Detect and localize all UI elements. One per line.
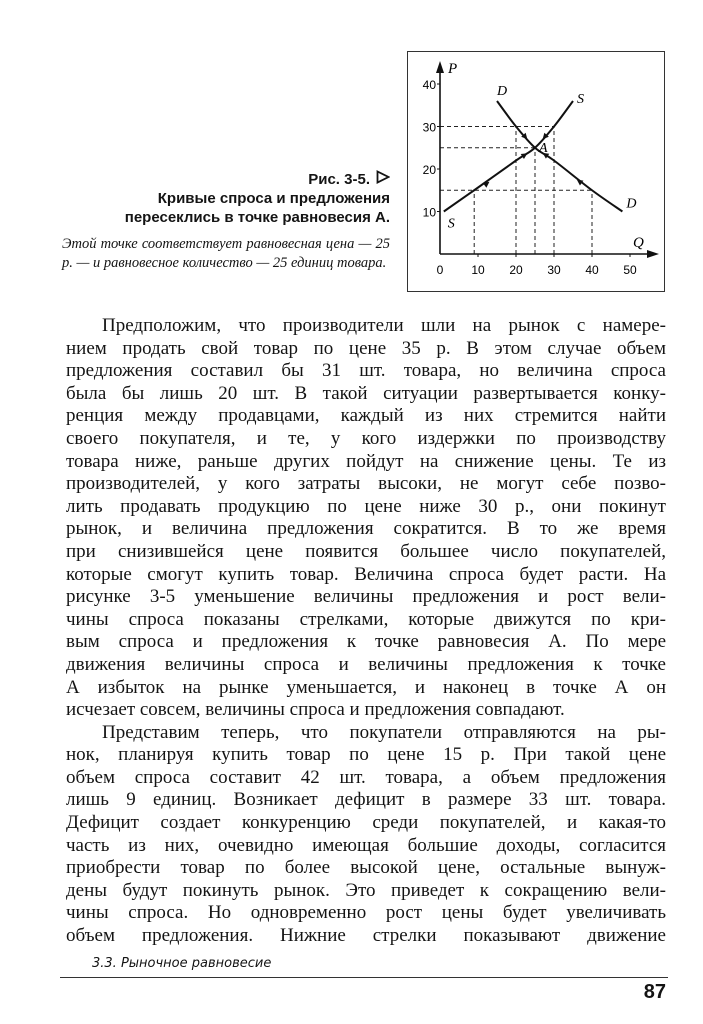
- figure-label: Рис. 3-5.: [62, 170, 390, 189]
- triangle-pointer-icon: [376, 170, 390, 189]
- curve-label-s: S: [447, 216, 455, 232]
- footer-divider: [60, 977, 668, 978]
- text-line: чины спроса. Но одновременно рост цены будет увеличивать: [66, 902, 666, 924]
- text-line: нием продать свой товар по цене 35 р. В этом случае объем: [66, 337, 666, 359]
- text-line: была бы лишь 20 шт. В такой ситуации развертывается конку-: [66, 382, 666, 404]
- equilibrium-label: A: [539, 140, 548, 156]
- x-tick-label: 20: [509, 263, 523, 277]
- x-tick-label: 0: [436, 263, 444, 277]
- paragraph-2: [66, 722, 666, 948]
- text-line: лить продавать продукцию по цене ниже 30 р., они покинут: [66, 495, 666, 517]
- text-line: нок, планируя купить товар по цене 15 р. При такой цене: [66, 744, 666, 766]
- text-line: приобрести товар по более высокой цене, остальные вынуж-: [66, 857, 666, 879]
- running-footer-section-title: 3.3. Рыночное равновесие: [92, 956, 272, 971]
- x-axis-label: Q: [633, 235, 644, 251]
- text-line: чины спроса показаны стрелками, которые движутся по кри-: [66, 608, 666, 630]
- x-tick-label: 10: [471, 263, 485, 277]
- text-line: Представим теперь, что покупатели отправляются на ры-: [102, 721, 666, 743]
- x-axis-arrow-icon: [647, 250, 659, 258]
- y-tick-label: 20: [422, 163, 436, 177]
- curve-label-d: D: [497, 84, 508, 99]
- y-axis-arrow-icon: [436, 61, 444, 73]
- text-line: предложения составил бы 31 шт. товара, но величина спроса: [66, 360, 666, 382]
- figure-description: Этой точке соответствует равновесная цена — 25 р. — и равновесное количество — 25 единиц товара.: [62, 236, 390, 271]
- text-line: А избыток на рынке уменьшается, и наконец в точке А он: [66, 676, 666, 698]
- text-line: своего покупателя, и те, у кого издержки по производству: [66, 427, 666, 449]
- text-line: дены будут покинуть рынок. Это приведет к сокращению вели-: [66, 879, 666, 901]
- text-line: часть из них, очевидно имеющая большие доходы, согласится: [66, 834, 666, 856]
- text-line: рынок, и величина предложения сократится. В то же время: [66, 518, 666, 540]
- text-line: которые смогут купить товар. Величина спроса будет расти. На: [66, 563, 666, 585]
- y-tick-label: 30: [422, 120, 436, 135]
- text-line: движения величины спроса и величины предложения к точке: [66, 653, 666, 675]
- text-line: рисунке 3-5 уменьшение величины предложения и рост вели-: [66, 586, 666, 608]
- y-tick-label: 40: [422, 78, 436, 92]
- text-line: исчезает совсем, величины спроса и предложения совпадают.: [66, 699, 565, 721]
- curve-label-s: S: [577, 92, 584, 107]
- text-line: товара ниже, раньше других пойдут на снижение цены. Те из: [66, 450, 666, 472]
- curve-label-d: D: [626, 196, 637, 212]
- supply-demand-chart: [407, 51, 665, 292]
- text-line: Предположим, что производители шли на рынок с намере-: [102, 315, 666, 336]
- x-tick-label: 50: [623, 263, 637, 277]
- x-tick-label: 30: [547, 263, 561, 277]
- figure-caption: [62, 170, 390, 273]
- paragraph-1: [66, 315, 666, 722]
- body-text: [66, 315, 666, 948]
- text-line: производителей, у кого затраты высоки, не могут себе позво-: [66, 473, 666, 495]
- y-tick-label: 10: [422, 205, 436, 220]
- text-line: при снизившейся цене появится большее число покупателей,: [66, 540, 666, 562]
- text-line: вым спроса и предложения к точке равновесия А. По мере: [66, 631, 666, 653]
- text-line: Дефицит создает конкуренцию среди покупателей, и какая-то: [66, 812, 666, 834]
- text-line: лишь 9 единиц. Возникает дефицит в размере 33 шт. товара.: [66, 789, 666, 811]
- text-line: ренция между продавцами, каждый из них стремится найти: [66, 405, 666, 427]
- x-tick-label: 40: [585, 263, 599, 277]
- page-number: 87: [643, 981, 666, 1003]
- text-line: объем спроса составит 42 шт. товара, а объем предложения: [66, 766, 666, 788]
- figure-title: Кривые спроса и предложения пересеклись в точке равновесия А.: [124, 190, 390, 226]
- y-axis-label: P: [448, 61, 458, 77]
- text-line: объем предложения. Нижние стрелки показывают движение: [66, 925, 666, 947]
